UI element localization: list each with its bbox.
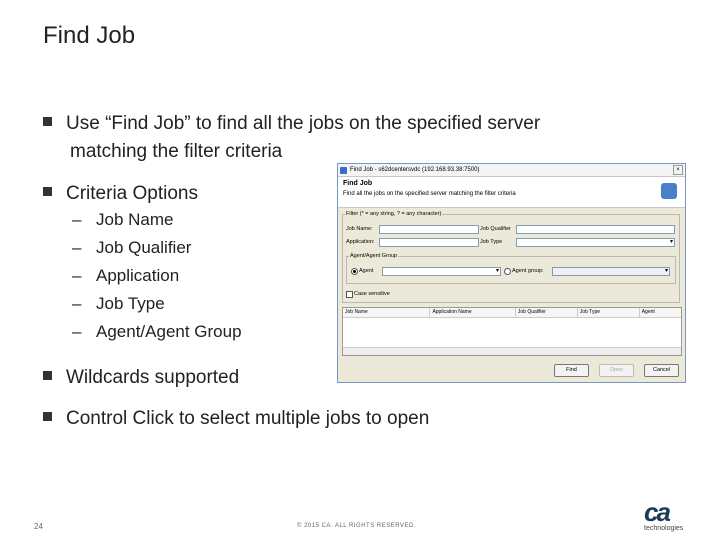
app-icon: [340, 167, 347, 174]
logo-text: technologies: [644, 525, 684, 532]
agent-select[interactable]: [382, 267, 501, 276]
bullet-wildcards: [43, 365, 239, 391]
sub-item-text: Job Name: [96, 210, 174, 229]
horizontal-scrollbar[interactable]: [343, 347, 681, 355]
logo-mark: ca: [644, 497, 669, 527]
dash-marker: –: [72, 210, 82, 229]
dialog-header-description: Find all the jobs on the specified server matching the filter criteria: [343, 191, 516, 197]
dash-marker: –: [72, 322, 82, 341]
agent-group-radio[interactable]: [504, 268, 511, 275]
cancel-button[interactable]: Cancel: [644, 364, 679, 377]
sub-item-text: Job Qualifier: [96, 238, 192, 257]
agent-radio[interactable]: [351, 268, 358, 275]
filter-legend: Filter (* = any string, ? = any character): [346, 211, 442, 217]
copyright: © 2015 CA. ALL RIGHTS RESERVED.: [297, 523, 416, 529]
sub-item-text: Agent/Agent Group: [96, 322, 242, 341]
column-header[interactable]: Agent: [641, 309, 655, 315]
bullet-text: Control Click to select multiple jobs to open: [66, 408, 430, 429]
case-sensitive-label: Case sensitive: [354, 291, 390, 297]
bullet-marker: [43, 412, 52, 421]
column-header[interactable]: Job Type: [578, 308, 640, 317]
search-icon: [661, 183, 677, 199]
sub-item-job-name: [72, 208, 173, 232]
sub-item-application: [72, 264, 179, 288]
bullet-criteria-options: [43, 181, 198, 207]
job-qualifier-label: Job Qualifier: [480, 226, 511, 232]
column-header[interactable]: Job Name: [343, 308, 430, 317]
application-label: Application:: [346, 239, 375, 245]
sub-item-agent-group: [72, 320, 242, 344]
job-type-select[interactable]: [516, 238, 675, 247]
dialog-titlebar: [338, 164, 685, 177]
bullet-find-job: [43, 111, 540, 137]
dialog-header: [338, 177, 685, 208]
bullet-control-click: [43, 406, 429, 432]
find-job-dialog: [337, 163, 686, 383]
ca-logo: [644, 497, 688, 536]
agent-group-legend: Agent/Agent Group: [350, 253, 398, 259]
table-header: [343, 308, 681, 318]
dash-marker: –: [72, 266, 82, 285]
open-button[interactable]: Open: [599, 364, 634, 377]
dash-marker: –: [72, 294, 82, 313]
agent-label: Agent: [359, 268, 374, 274]
column-header[interactable]: Job Qualifier: [516, 308, 578, 317]
find-button[interactable]: Find: [554, 364, 589, 377]
results-table[interactable]: [342, 307, 682, 356]
sub-item-text: Job Type: [96, 294, 165, 313]
slide-title: Find Job: [43, 22, 136, 49]
bullet-marker: [43, 371, 52, 380]
job-qualifier-input[interactable]: [516, 225, 675, 234]
bullet-text: Criteria Options: [66, 183, 198, 204]
job-type-label: Job Type: [480, 239, 503, 245]
agent-group-select[interactable]: [552, 267, 670, 276]
page-number: 24: [34, 522, 43, 531]
case-sensitive-checkbox[interactable]: [346, 291, 353, 298]
close-icon[interactable]: ×: [673, 165, 683, 175]
bullet-text: Use “Find Job” to find all the jobs on the specified server: [66, 113, 541, 134]
agent-group-label: Agent group:: [512, 268, 544, 274]
bullet-continuation: matching the filter criteria: [70, 141, 283, 162]
dash-marker: –: [72, 238, 82, 257]
sub-item-text: Application: [96, 266, 180, 285]
dialog-window-title: Find Job - s62dcentersvdc (192.168.93.38:7500): [350, 167, 480, 173]
bullet-marker: [43, 187, 52, 196]
job-name-input[interactable]: [379, 225, 479, 234]
bullet-text: Wildcards supported: [66, 367, 240, 388]
sub-item-job-qualifier: [72, 236, 191, 260]
application-input[interactable]: [379, 238, 479, 247]
column-header[interactable]: Application Name: [430, 308, 515, 317]
bullet-marker: [43, 117, 52, 126]
job-name-label: Job Name:: [346, 226, 373, 232]
dialog-header-title: Find Job: [343, 180, 373, 187]
sub-item-job-type: [72, 292, 165, 316]
